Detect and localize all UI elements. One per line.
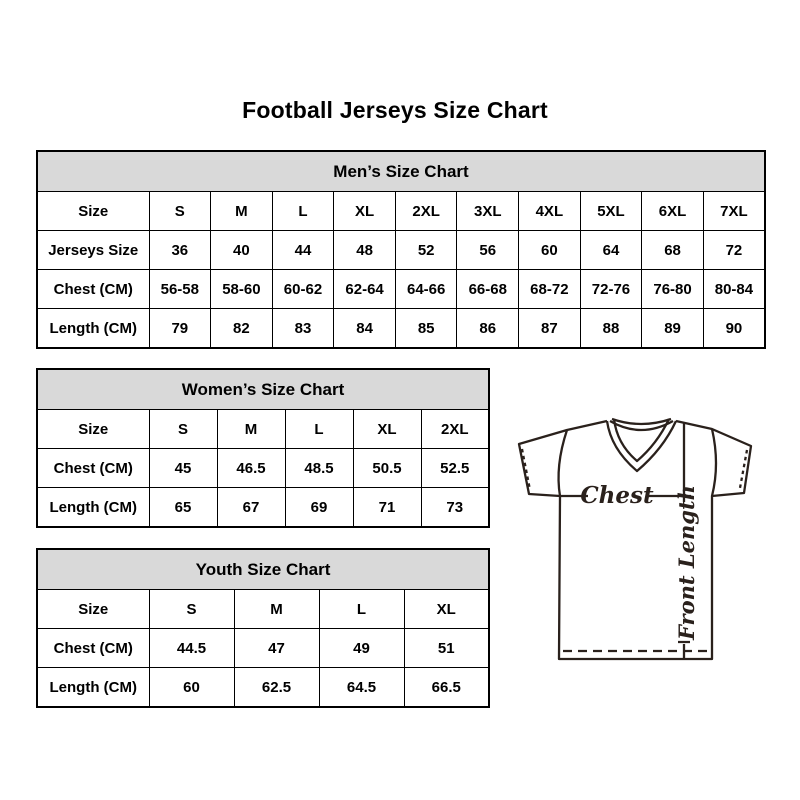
- table-row: [37, 410, 489, 449]
- cell: 68-72: [519, 270, 581, 309]
- cell: XL: [334, 192, 396, 231]
- jersey-collar-back-arc: [612, 419, 671, 424]
- cell: 44.5: [149, 629, 234, 668]
- row-label: Chest (CM): [37, 449, 149, 488]
- womens-table-title: Women’s Size Chart: [37, 369, 489, 410]
- cell: M: [211, 192, 273, 231]
- cell: 86: [457, 309, 519, 349]
- table-row: [37, 231, 765, 270]
- cell: 56-58: [149, 270, 211, 309]
- cell: 84: [334, 309, 396, 349]
- jersey-collar-outer: [607, 421, 676, 471]
- table-row: [37, 192, 765, 231]
- cell: S: [149, 410, 217, 449]
- mens-table-title: Men’s Size Chart: [37, 151, 765, 192]
- cell: L: [319, 590, 404, 629]
- cell: 64-66: [395, 270, 457, 309]
- cell: 88: [580, 309, 642, 349]
- row-label: Length (CM): [37, 668, 149, 708]
- cell: 48: [334, 231, 396, 270]
- jersey-measurement-diagram: [504, 403, 778, 667]
- cell: 6XL: [642, 192, 704, 231]
- cell: L: [285, 410, 353, 449]
- youth-size-table: [36, 548, 490, 708]
- cell: 62.5: [234, 668, 319, 708]
- row-label: Length (CM): [37, 488, 149, 528]
- cell: 60: [519, 231, 581, 270]
- cell: 51: [404, 629, 489, 668]
- cell: M: [217, 410, 285, 449]
- cell: 2XL: [395, 192, 457, 231]
- cell: 82: [211, 309, 273, 349]
- cell: XL: [353, 410, 421, 449]
- cell: M: [234, 590, 319, 629]
- cell: S: [149, 192, 211, 231]
- cell: 76-80: [642, 270, 704, 309]
- page-title: Football Jerseys Size Chart: [242, 97, 548, 123]
- cell: 90: [703, 309, 765, 349]
- cell: 3XL: [457, 192, 519, 231]
- table-header-row: [37, 369, 489, 410]
- cell: 64: [580, 231, 642, 270]
- cell: 52.5: [421, 449, 489, 488]
- womens-size-table: [36, 368, 490, 528]
- table-row: [37, 488, 489, 528]
- cell: 60-62: [272, 270, 334, 309]
- cell: 52: [395, 231, 457, 270]
- cell: 64.5: [319, 668, 404, 708]
- cell: 65: [149, 488, 217, 528]
- table-row: [37, 449, 489, 488]
- cell: S: [149, 590, 234, 629]
- table-row: [37, 270, 765, 309]
- cell: 85: [395, 309, 457, 349]
- jersey-sleeve-seam-right: [712, 429, 716, 496]
- cell: 47: [234, 629, 319, 668]
- cell: 87: [519, 309, 581, 349]
- chest-measure-label: Chest: [580, 482, 654, 509]
- row-label: Size: [37, 590, 149, 629]
- mens-size-table: [36, 150, 766, 349]
- cell: 58-60: [211, 270, 273, 309]
- cell: 66-68: [457, 270, 519, 309]
- cell: 68: [642, 231, 704, 270]
- row-label: Size: [37, 192, 149, 231]
- row-label: Jerseys Size: [37, 231, 149, 270]
- cell: 60: [149, 668, 234, 708]
- row-label: Length (CM): [37, 309, 149, 349]
- cell: 40: [211, 231, 273, 270]
- jersey-sleeve-seam-left: [559, 430, 567, 496]
- cell: 71: [353, 488, 421, 528]
- table-row: [37, 590, 489, 629]
- table-header-row: [37, 151, 765, 192]
- cell: 2XL: [421, 410, 489, 449]
- table-row: [37, 309, 765, 349]
- cell: 36: [149, 231, 211, 270]
- cell: XL: [404, 590, 489, 629]
- row-label: Chest (CM): [37, 629, 149, 668]
- cell: 5XL: [580, 192, 642, 231]
- cell: 49: [319, 629, 404, 668]
- cell: 4XL: [519, 192, 581, 231]
- cell: 7XL: [703, 192, 765, 231]
- row-label: Chest (CM): [37, 270, 149, 309]
- table-header-row: [37, 549, 489, 590]
- cell: 46.5: [217, 449, 285, 488]
- cell: 73: [421, 488, 489, 528]
- youth-table-title: Youth Size Chart: [37, 549, 489, 590]
- cell: 72-76: [580, 270, 642, 309]
- cell: 56: [457, 231, 519, 270]
- row-label: Size: [37, 410, 149, 449]
- cell: 48.5: [285, 449, 353, 488]
- cell: 69: [285, 488, 353, 528]
- cell: 80-84: [703, 270, 765, 309]
- cell: 89: [642, 309, 704, 349]
- cell: 72: [703, 231, 765, 270]
- cell: 66.5: [404, 668, 489, 708]
- cell: 62-64: [334, 270, 396, 309]
- cell: 50.5: [353, 449, 421, 488]
- cell: 45: [149, 449, 217, 488]
- table-row: [37, 629, 489, 668]
- cell: L: [272, 192, 334, 231]
- cell: 79: [149, 309, 211, 349]
- cell: 67: [217, 488, 285, 528]
- cell: 44: [272, 231, 334, 270]
- table-row: [37, 668, 489, 708]
- cell: 83: [272, 309, 334, 349]
- front-length-measure-label: Front Length: [674, 485, 699, 640]
